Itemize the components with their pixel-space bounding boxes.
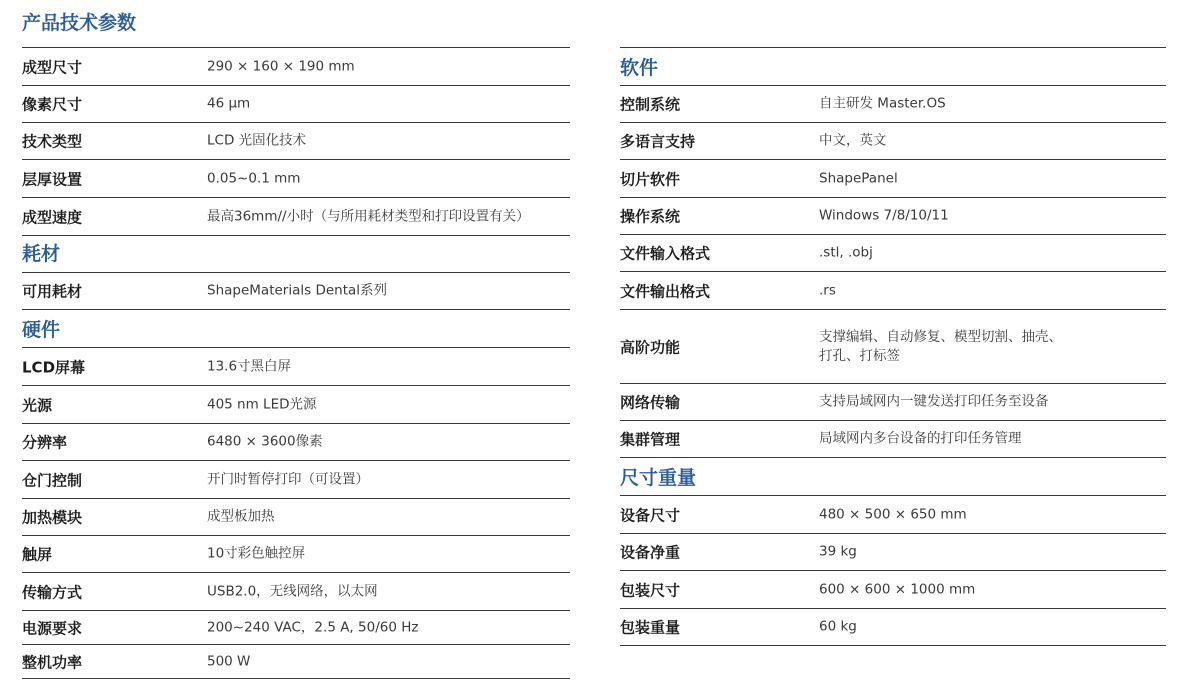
spec-label: 切片软件 <box>620 170 681 188</box>
spec-label: 集群管理 <box>620 430 681 449</box>
spec-value: ShapePanel <box>819 170 898 186</box>
spec-row-os <box>620 198 1166 235</box>
spec-row-power-requirements <box>22 611 570 645</box>
spec-row-pixel-size <box>22 86 570 123</box>
spec-label: 可用耗材 <box>22 282 83 301</box>
spec-row-heating <box>22 499 570 536</box>
spec-value: 480 × 500 × 650 mm <box>819 506 967 522</box>
spec-row-technology <box>22 123 570 160</box>
spec-row-net-weight <box>620 534 1166 571</box>
spec-row-layer-thickness <box>22 160 570 198</box>
section-title-software: 软件 <box>620 57 659 79</box>
spec-value: 10寸彩色触控屏 <box>207 545 306 562</box>
spec-row-touchscreen <box>22 536 570 573</box>
spec-row-cluster-management <box>620 421 1166 458</box>
spec-row-package-size <box>620 571 1166 609</box>
spec-row-advanced-features <box>620 310 1166 384</box>
spec-label: 仓门控制 <box>22 471 83 489</box>
spec-value: 39 kg <box>819 543 857 560</box>
spec-value: LCD 光固化技术 <box>207 132 307 149</box>
spec-value: .rs <box>819 282 836 298</box>
spec-value: 60 kg <box>819 618 857 635</box>
spec-value: 自主研发 Master.OS <box>819 95 946 112</box>
spec-label: 控制系统 <box>620 95 681 114</box>
spec-row-print-speed <box>22 198 570 236</box>
spec-value: 局域网内多台设备的打印任务管理 <box>819 430 1022 447</box>
section-title-dimensions-weight: 尺寸重量 <box>620 467 697 489</box>
spec-value: 290 × 160 × 190 mm <box>207 58 355 74</box>
spec-row-connectivity <box>22 573 570 611</box>
spec-label: 多语言支持 <box>620 132 696 151</box>
spec-label: 设备净重 <box>620 543 681 562</box>
spec-row-power-consumption <box>22 645 570 679</box>
spec-label: 高阶功能 <box>620 338 681 356</box>
spec-row-package-weight <box>620 609 1166 646</box>
spec-value: 中文，英文 <box>819 132 887 149</box>
section-title-materials: 耗材 <box>22 243 61 265</box>
spec-label: 技术类型 <box>22 132 83 151</box>
spec-value: .stl, .obj <box>819 244 873 261</box>
spec-row-device-size <box>620 496 1166 534</box>
spec-label: 触屏 <box>22 545 53 564</box>
spec-value: 200~240 VAC，2.5 A, 50/60 Hz <box>207 619 419 635</box>
spec-label: 文件输入格式 <box>620 244 711 263</box>
spec-label: 整机功率 <box>22 653 83 671</box>
table-top-rule <box>620 47 1166 48</box>
spec-row-light-source <box>22 386 570 424</box>
spec-label: 操作系统 <box>620 207 681 226</box>
spec-row-door-control <box>22 461 570 499</box>
spec-value: 600 × 600 × 1000 mm <box>819 581 976 597</box>
spec-label: 加热模块 <box>22 508 83 527</box>
spec-value: ShapeMaterials Dental系列 <box>207 282 388 299</box>
spec-row-output-format <box>620 272 1166 310</box>
spec-value: 6480 × 3600像素 <box>207 433 323 450</box>
spec-row-languages <box>620 123 1166 160</box>
section-title-hardware: 硬件 <box>22 319 61 341</box>
spec-label: 层厚设置 <box>22 170 83 188</box>
spec-label: 网络传输 <box>620 393 681 412</box>
spec-value: 13.6寸黑白屏 <box>207 358 292 374</box>
spec-value: USB2.0，无线网络，以太网 <box>207 583 378 599</box>
spec-label: 分辨率 <box>22 433 68 452</box>
spec-label: 传输方式 <box>22 583 83 601</box>
spec-value: 开门时暂停打印（可设置） <box>207 471 369 487</box>
spec-row-control-system <box>620 86 1166 123</box>
spec-row-lcd-screen <box>22 348 570 386</box>
spec-value: 成型板加热 <box>207 508 275 525</box>
spec-label: 像素尺寸 <box>22 95 83 114</box>
spec-label: 成型速度 <box>22 208 83 226</box>
spec-label: 光源 <box>22 396 53 414</box>
spec-row-input-format <box>620 235 1166 272</box>
spec-label: 设备尺寸 <box>620 506 681 524</box>
spec-value: 支撑编辑、自动修复、模型切割、抽壳、 打孔、打标签 <box>819 328 1062 364</box>
spec-row-build-volume <box>22 48 570 86</box>
spec-row-resolution <box>22 424 570 461</box>
spec-label: 电源要求 <box>22 619 83 637</box>
spec-label: 包装尺寸 <box>620 581 681 599</box>
spec-value: 46 μm <box>207 95 251 112</box>
spec-label: 文件输出格式 <box>620 282 711 300</box>
spec-value: 支持局域网内一键发送打印任务至设备 <box>819 393 1049 410</box>
spec-value: Windows 7/8/10/11 <box>819 207 949 224</box>
spec-value: 最高36mm//小时（与所用耗材类型和打印设置有关） <box>207 208 530 224</box>
spec-row-slicer <box>620 160 1166 198</box>
spec-row-network-transfer <box>620 384 1166 421</box>
spec-value: 0.05~0.1 mm <box>207 170 301 186</box>
spec-label: LCD屏幕 <box>22 358 86 376</box>
section-title-product-specs: 产品技术参数 <box>22 12 137 34</box>
spec-value: 500 W <box>207 653 251 669</box>
spec-label: 成型尺寸 <box>22 58 83 76</box>
spec-value: 405 nm LED光源 <box>207 396 317 412</box>
spec-row-materials <box>22 273 570 310</box>
spec-label: 包装重量 <box>620 618 681 637</box>
